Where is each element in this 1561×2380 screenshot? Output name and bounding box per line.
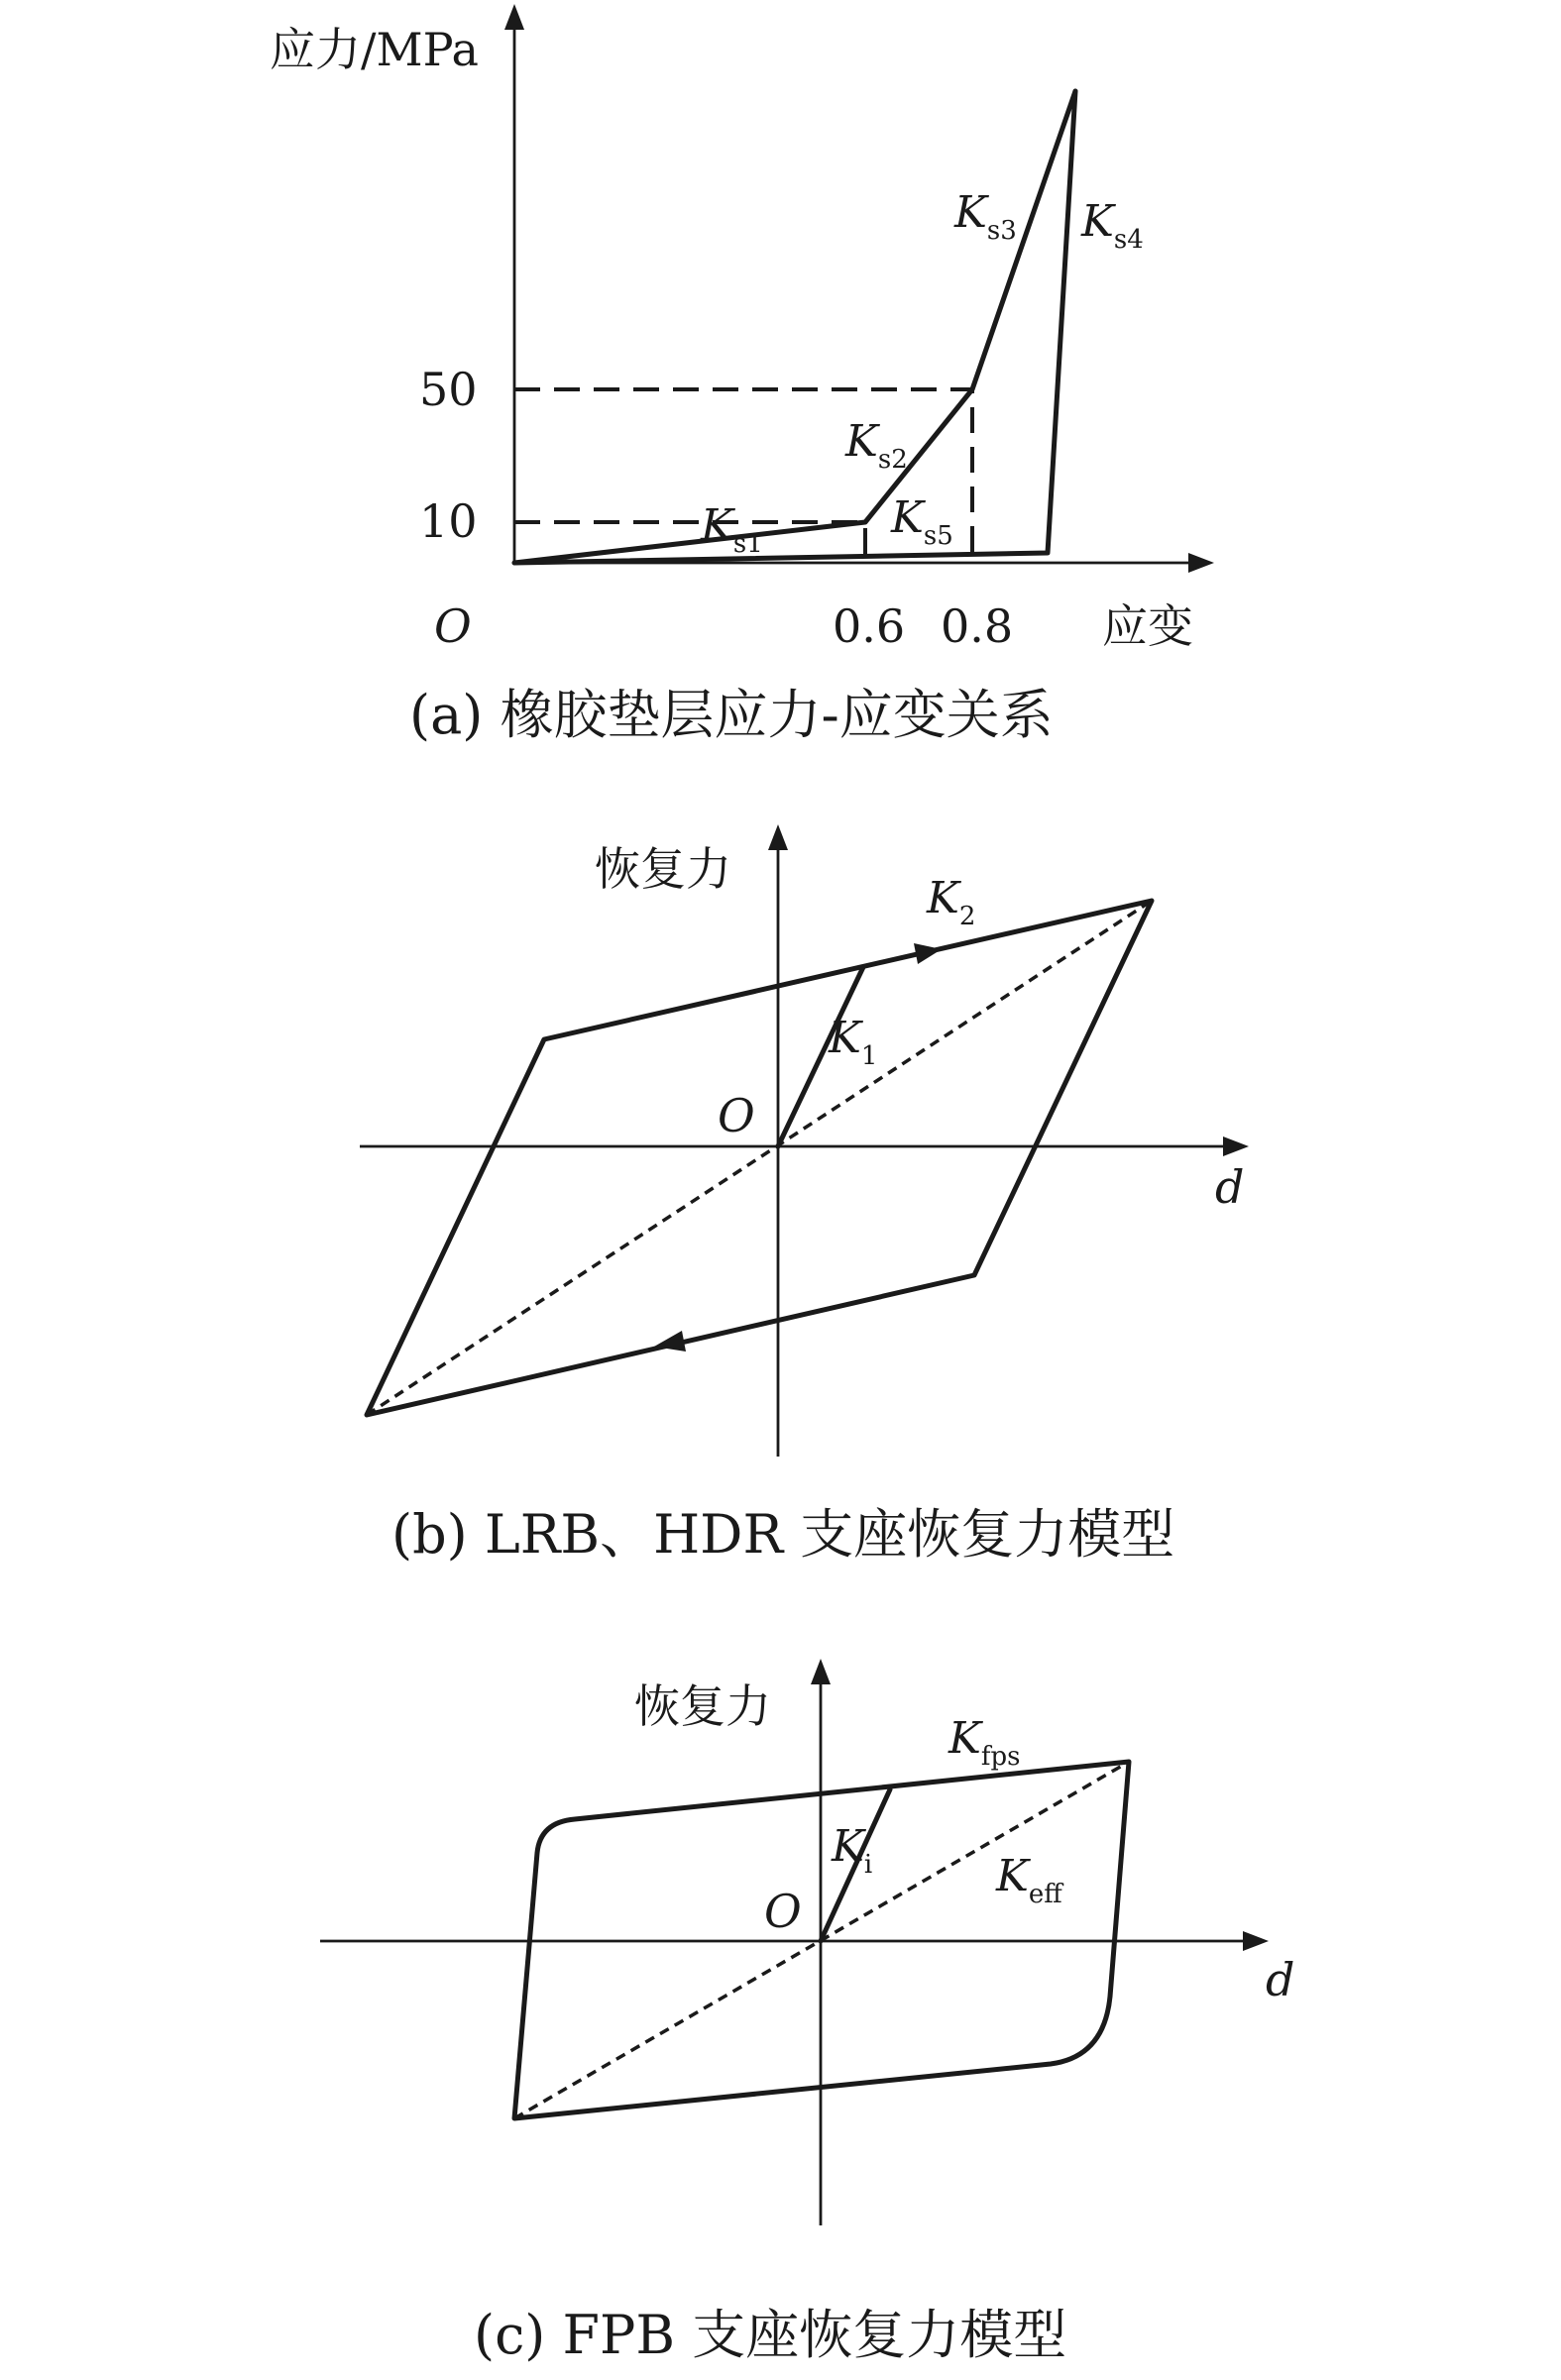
panel-c-y-axis-label: 恢复力 [634, 1679, 771, 1733]
panel-b [360, 824, 1249, 1566]
panel-b-x-axis-arrow [1223, 1136, 1249, 1156]
panel-a-y-axis-arrow [504, 4, 524, 30]
panel-c-label-kfps: $K_{fps}$ [948, 1713, 1021, 1772]
panel-a-x-axis-arrow [1188, 553, 1214, 573]
panel-c-label-ki: $K_i$ [832, 1821, 873, 1880]
panel-b-y-axis-arrow [768, 824, 788, 850]
panel-a-y-tick-50: 50 [419, 363, 478, 416]
panel-c-y-axis-arrow [811, 1659, 831, 1684]
panel-b-label-k2: $K_2$ [927, 873, 976, 931]
panel-a-label-ks5: $K_{s5}$ [891, 492, 953, 551]
panel-c [320, 1659, 1294, 2366]
panel-c-origin-label: O [764, 1885, 802, 1938]
panel-b-arrow-up [914, 943, 942, 964]
panel-c-label-keff: $K_{eff}$ [996, 1851, 1062, 1909]
panel-a-x-tick-0-6: 0.6 [833, 599, 906, 653]
panel-b-label-k1: $K_1$ [829, 1013, 878, 1071]
panel-a-x-axis-label: 应变 [1102, 599, 1193, 653]
panel-a-x-tick-0-8: 0.8 [941, 599, 1014, 653]
panel-b-caption: (b) LRB、HDR 支座恢复力模型 [391, 1503, 1175, 1566]
panel-b-diagonal [367, 901, 1152, 1415]
panel-a-y-tick-10: 10 [419, 494, 478, 548]
panel-c-caption: (c) FPB 支座恢复力模型 [474, 2304, 1067, 2366]
panel-a-loading-curve [514, 91, 1075, 563]
panel-a-y-axis-label: 应力/MPa [270, 23, 479, 76]
panel-a-caption: (a) 橡胶垫层应力-应变关系 [409, 684, 1054, 746]
panel-b-y-axis-label: 恢复力 [595, 842, 731, 896]
panel-a-label-ks4: $K_{s4}$ [1081, 196, 1144, 255]
panel-a-label-ks2: $K_{s2}$ [845, 416, 908, 475]
panel-a-unloading-curve [514, 91, 1075, 563]
panel-a-label-ks1: $K_{s1}$ [701, 500, 763, 559]
panel-b-origin-label: O [718, 1089, 755, 1142]
panel-a-label-ks3: $K_{s3}$ [954, 187, 1017, 246]
panel-a [270, 4, 1214, 746]
panel-b-x-axis-label: d [1215, 1160, 1245, 1214]
panel-a-origin-label: O [434, 599, 472, 653]
panel-c-x-axis-arrow [1243, 1931, 1269, 1951]
panel-c-x-axis-label: d [1266, 1953, 1295, 2006]
